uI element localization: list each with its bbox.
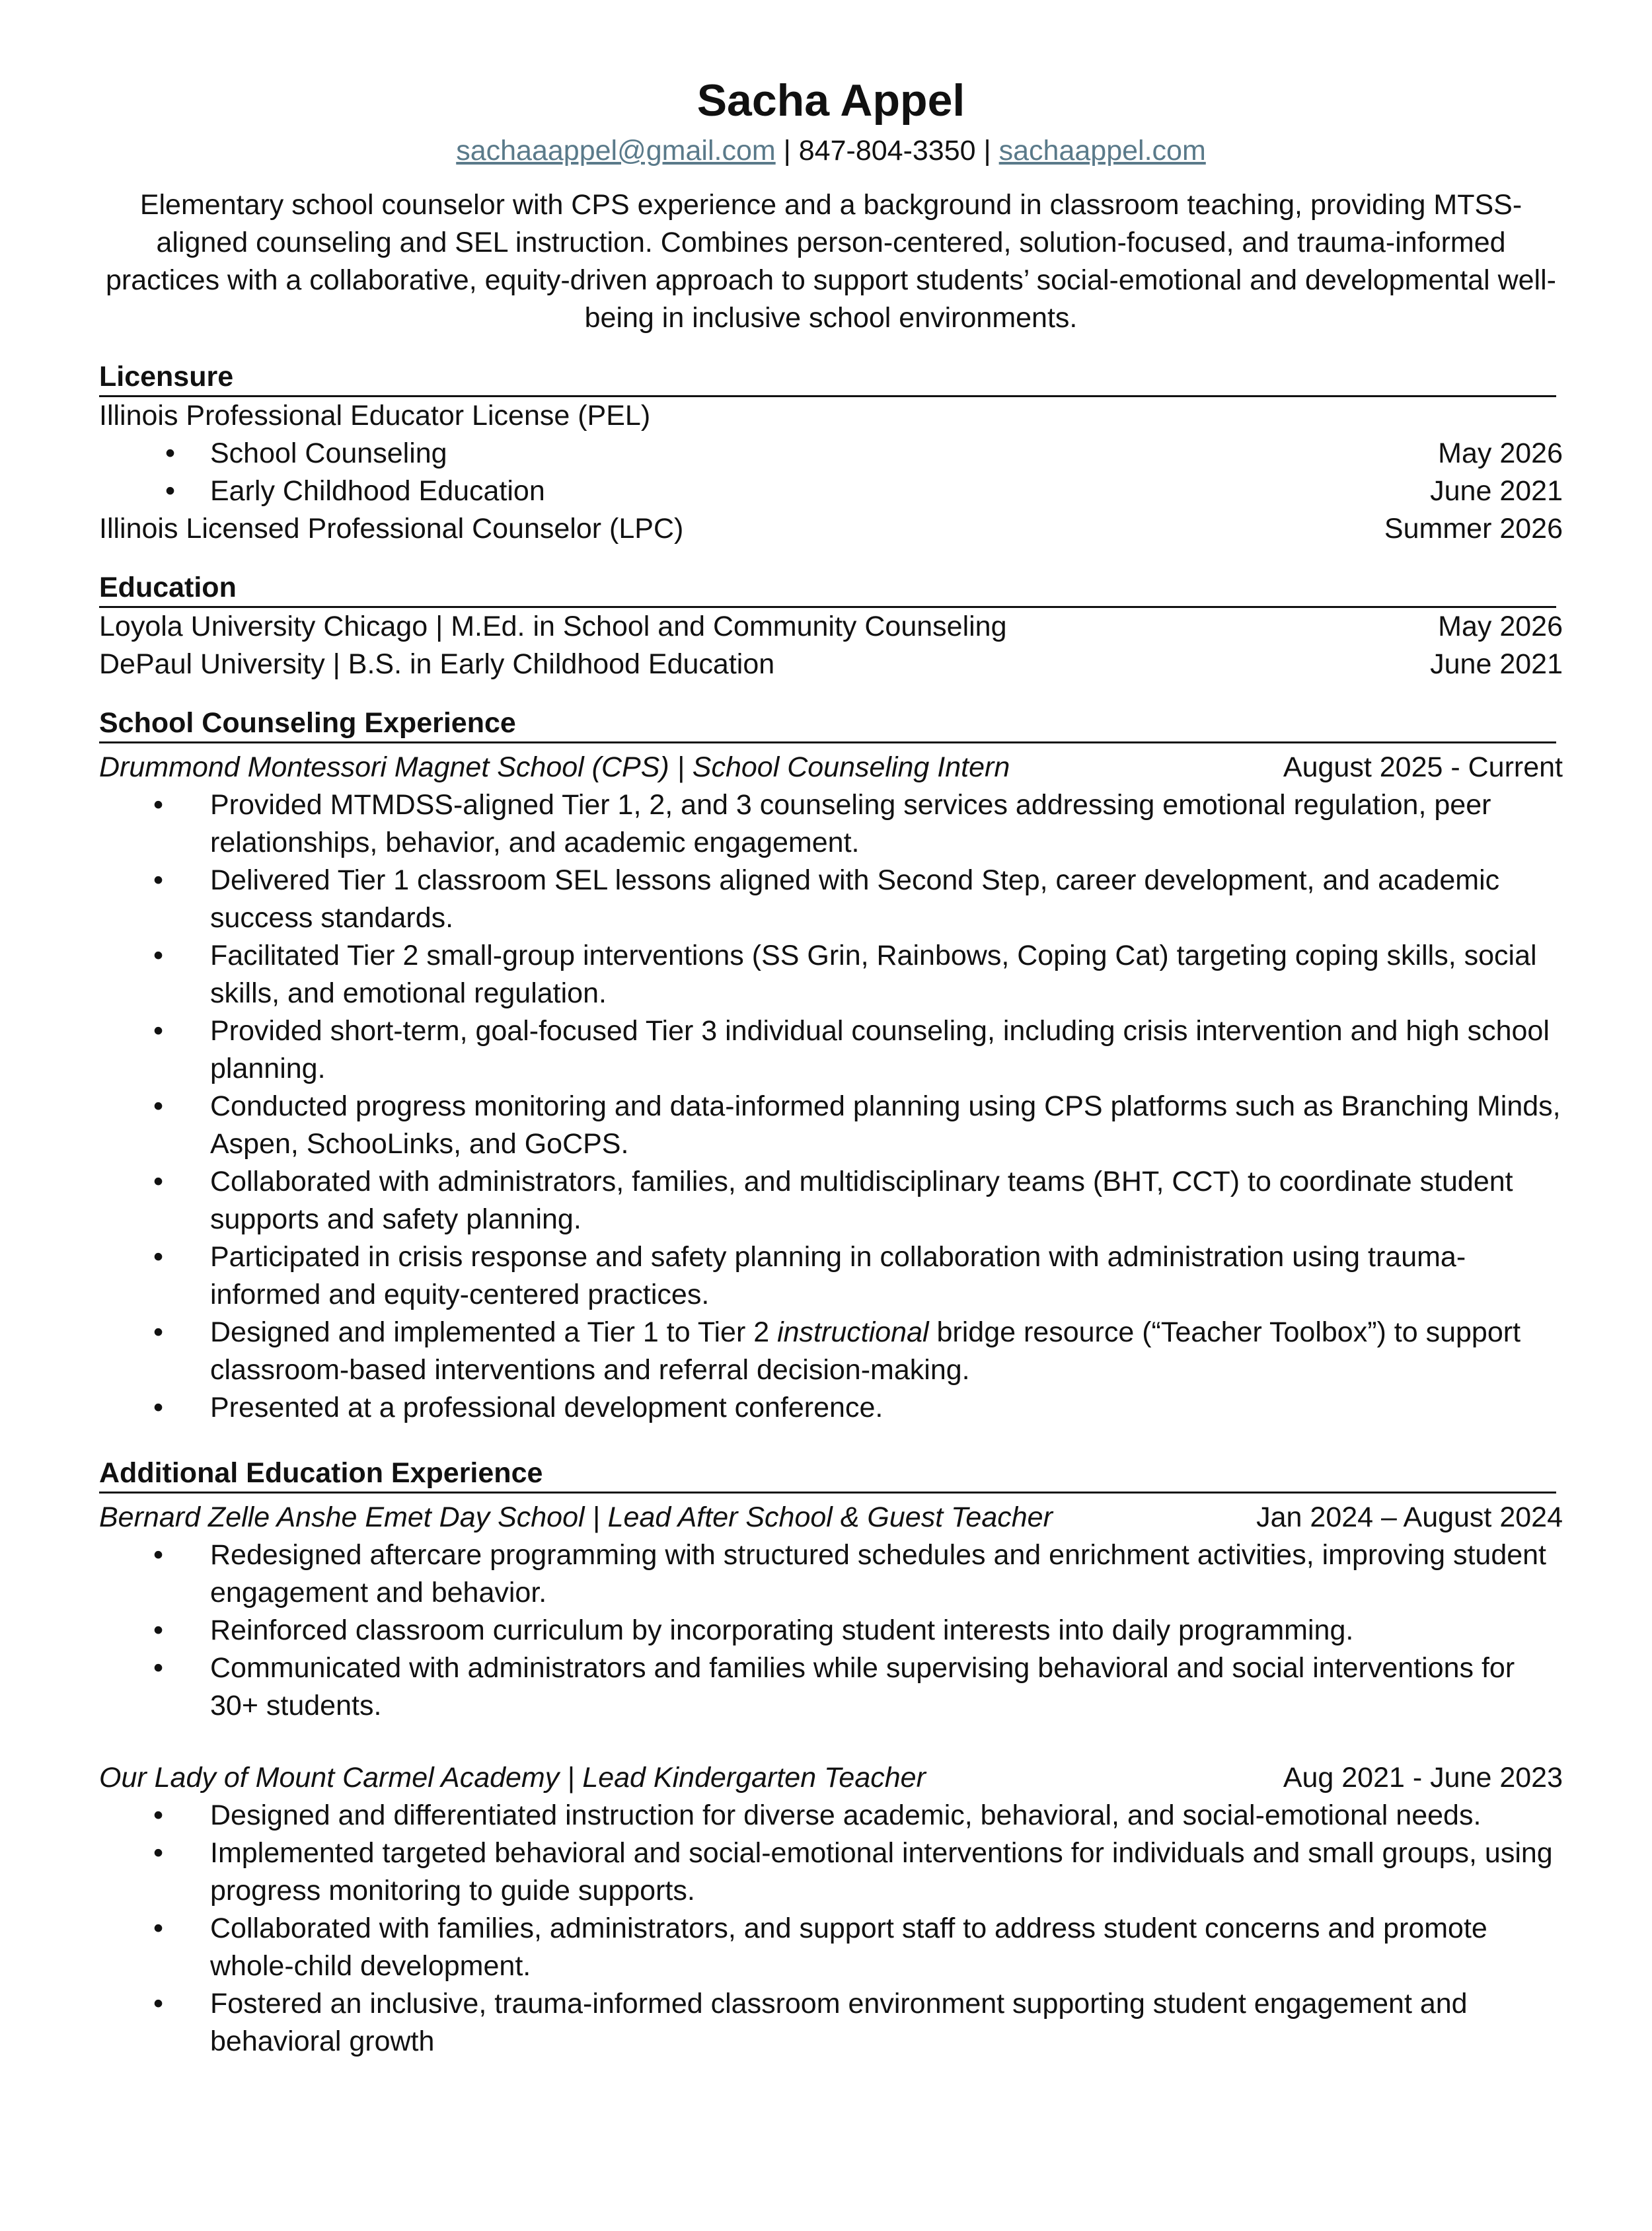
- license-row: [99, 397, 1563, 435]
- list-item: • Designed and implemented a Tier 1 to Tier 2 instructional bridge resource (“Teacher Toolbox”) to support classroom-based interventions and referral decision-making.: [99, 1314, 1563, 1389]
- candidate-name: Sacha Appel: [696, 75, 965, 126]
- list-item: • Presented at a professional development conference.: [99, 1389, 1563, 1427]
- license-date: June 2021: [1430, 475, 1563, 507]
- license-date: Summer 2026: [1384, 513, 1563, 545]
- section-title: Education: [99, 570, 1556, 608]
- list-item: • Fostered an inclusive, trauma-informed classroom environment supporting student engagement and behavioral growth: [99, 1985, 1563, 2061]
- section-title: Additional Education Experience: [99, 1456, 1556, 1494]
- list-item: • Facilitated Tier 2 small-group interventions (SS Grin, Rainbows, Coping Cat) targeting coping skills, social skills, and emotional regulation.: [99, 937, 1563, 1012]
- job-title: Our Lady of Mount Carmel Academy | Lead Kindergarten Teacher: [99, 1762, 926, 1794]
- license-subrow: [99, 435, 1563, 473]
- section-title: Licensure: [99, 359, 1556, 397]
- email-link[interactable]: sachaaappel@gmail.com: [456, 135, 776, 167]
- education-row: [99, 646, 1563, 683]
- license-area: School Counseling: [210, 437, 447, 469]
- counseling-experience-section: [99, 706, 1563, 1427]
- list-item: • Participated in crisis response and safety planning in collaboration with administration using trauma-informed and equity-centered practices.: [99, 1238, 1563, 1314]
- separator: |: [775, 135, 799, 167]
- job-dates: August 2025 - Current: [1283, 751, 1563, 783]
- job-header: [99, 749, 1563, 786]
- contact-line: [99, 132, 1563, 169]
- degree-date: June 2021: [1430, 648, 1563, 680]
- list-item: • Redesigned aftercare programming with structured schedules and enrichment activities, improving student engagement and behavior.: [99, 1536, 1563, 1612]
- bullet-icon: •: [165, 475, 176, 507]
- license-name: Illinois Professional Educator License (PEL): [99, 400, 651, 432]
- job-dates: Jan 2024 – August 2024: [1256, 1501, 1563, 1533]
- list-item: • Communicated with administrators and families while supervising behavioral and social interventions for 30+ students.: [99, 1649, 1563, 1725]
- list-item: • Conducted progress monitoring and data-informed planning using CPS platforms such as Branching Minds, Aspen, SchooLinks, and GoCPS.: [99, 1088, 1563, 1163]
- phone-number: 847-804-3350: [798, 135, 976, 167]
- list-item: • Delivered Tier 1 classroom SEL lessons aligned with Second Step, career development, and academic success standards.: [99, 862, 1563, 937]
- license-date: May 2026: [1438, 437, 1563, 469]
- job-bullets: [99, 1797, 1563, 2061]
- website-link[interactable]: sachaappel.com: [998, 135, 1206, 167]
- license-name: Illinois Licensed Professional Counselor (LPC): [99, 513, 684, 545]
- job-header: [99, 1759, 1563, 1797]
- list-item: • Designed and differentiated instruction for diverse academic, behavioral, and social-emotional needs.: [99, 1797, 1563, 1834]
- summary-paragraph: Elementary school counselor with CPS experience and a background in classroom teaching, providing MTSS-aligned counseling and SEL instruction. Combines person-centered, solution-focused, and trauma-informed practices with a collaborative, equity-driven approach to support students’ social-emotional and developmental well-being in inclusive school environments.: [106, 189, 1556, 334]
- list-item: • Collaborated with administrators, families, and multidisciplinary teams (BHT, CCT) to coordinate student supports and safety planning.: [99, 1163, 1563, 1238]
- education-row: [99, 608, 1563, 646]
- job-bullets: [99, 786, 1563, 1427]
- job-bullets: [99, 1536, 1563, 1725]
- job-dates: Aug 2021 - June 2023: [1283, 1762, 1563, 1794]
- job-header: [99, 1499, 1563, 1536]
- section-title: School Counseling Experience: [99, 706, 1556, 743]
- license-area: Early Childhood Education: [210, 475, 545, 507]
- licensure-section: [99, 359, 1563, 548]
- license-row: [99, 510, 1563, 548]
- degree: Loyola University Chicago | M.Ed. in School and Community Counseling: [99, 611, 1007, 642]
- separator: |: [975, 135, 999, 167]
- degree-date: May 2026: [1438, 611, 1563, 642]
- list-item: • Implemented targeted behavioral and social-emotional interventions for individuals and small groups, using progress monitoring to guide supports.: [99, 1834, 1563, 1910]
- job-title: Drummond Montessori Magnet School (CPS) | School Counseling Intern: [99, 751, 1010, 783]
- list-item: • Collaborated with families, administrators, and support staff to address student concerns and promote whole-child development.: [99, 1910, 1563, 1985]
- education-section: [99, 570, 1563, 683]
- list-item: • Provided MTMDSS-aligned Tier 1, 2, and 3 counseling services addressing emotional regulation, peer relationships, behavior, and academic engagement.: [99, 786, 1563, 862]
- job-title: Bernard Zelle Anshe Emet Day School | Lead After School & Guest Teacher: [99, 1501, 1053, 1533]
- resume-page: [99, 73, 1563, 2061]
- list-item: • Reinforced classroom curriculum by incorporating student interests into daily programming.: [99, 1612, 1563, 1649]
- license-subrow: [99, 473, 1563, 510]
- additional-experience-section: [99, 1456, 1563, 2061]
- list-item: • Provided short-term, goal-focused Tier 3 individual counseling, including crisis intervention and high school planning.: [99, 1012, 1563, 1088]
- degree: DePaul University | B.S. in Early Childhood Education: [99, 648, 775, 680]
- bullet-icon: •: [165, 437, 176, 469]
